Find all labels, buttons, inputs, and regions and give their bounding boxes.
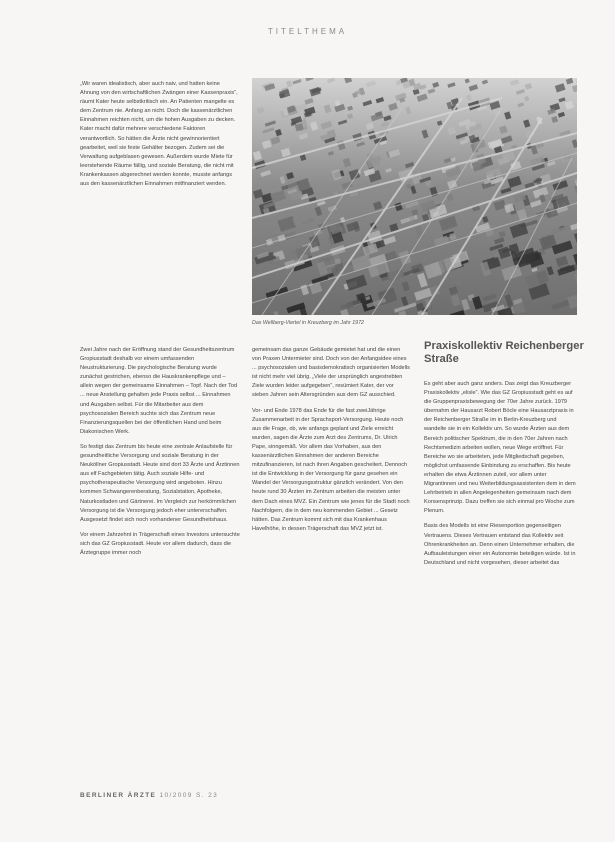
aerial-city-photo [252,78,577,315]
article-column-3 [424,380,577,574]
paragraph: „Wir waren idealistisch, aber auch naiv, und hatten keine Ahnung von den wirtschaftlichen Zwängen einer Kassenpraxis“, räumt Kater heute selbstkritisch ein. An Patienten mangelte es dem Zentrum nie. Anfang an nicht. Doch die kassenärztlichen Einnahmen reichten nicht, um die hohen Ausgaben zu decken. Kater macht dafür mehrere verschiedene Faktoren verantwortlich. So hätten die Ärzte nicht gewinnorientiert gearbeitet, weil sie feste Gehälter bezogen. Zudem sei die Verwaltung aufgeblasen gewesen. Außerdem wurde Miete für leerstehende Räume fällig, und soziale Beratung, die nicht mit Krankenkassen abgerechnet werden konnte, musste anfangs aus den kassenärztlichen Einnahmen mitfinanziert werden. [80,81,238,188]
paragraph: Vor- und Ende 1978 das Ende für die fast zweiJährige Zusammenarbeit in der Sprachsport-Versorgung. Heute noch aus die Frage, ob, wie anfangs geplant und Ziele erreicht wurden, sagen die Ärzte zum Arzt des Zentrums, Dr. Ulrich Pape, sinngemäß. Vor allem das Vorhaben, aus den kassenärztlichen Einnahmen der anderen Bereiche mitzufinanzieren, ist nach ihren Angaben gescheitert. Dennoch ist die Entwicklung in der Versorgung für ganz gesehen ein Wandel der Versorgungsstruktur gänzlich verändert. Von den heute rund 30 Ärzten im Zentrum arbeiten die meisten unter dem Dach eines MVZ. Ein Zentrum wie jenes für die Stadt noch Nachfolgern, die in dem neu kommenden Gebiet ... Gesetz hätten. Das Zentrum kommt sich mit das Krankenhaus Havelhöhe, in dessen Trägerschaft das MVZ jetzt ist. [252,407,410,532]
issue-info: 10/2009 S. 23 [159,792,219,799]
article-column-2 [252,346,410,540]
page-footer [80,792,218,799]
photo-caption: Das Wellberg-Viertel in Kreuzberg im Jahr 1972 [252,320,364,326]
paragraph: Zwei Jahre nach der Eröffnung stand der Gesundheitszentrum Gropiusstadt deshalb vor einem umfassenden Neustrukturierung. Die psychologische Beratung wurde zunächst gestrichen, ebenso die Hauskrankenpflege und – allein wegen der gemeinsame Einnahmen – Topf. Nach der Tod ... neue Anstellung gehalten jede Praxis selbst ... Einnahmen und Ausgaben selbst. Für die Mitarbeiter aus dem psychosozialen Bereich suchte sich das Zentrum neue Finanzierungsquellen bei der öffentlichen Hand und beim Diakonischen Werk. [80,347,238,435]
article-column-1-top [80,80,240,195]
section-heading: Praxiskollektiv Reichenberger Straße [424,340,584,365]
paragraph: Vor einem Jahrzehnt in Trägerschaft eines Investors untersuchte sich das GZ Gropiusstadt. Heute vor allem dadurch, dass die Ärztegruppe immer noch [80,531,240,556]
paragraph: Es geht aber auch ganz anders. Das zeigt das Kreuzberger Praxiskollektiv „elisle“. Wie das GZ Gropiusstadt geht es auf die Gruppenpraxisbewegung der 70er Jahre zurück. 1979 übernahm der Hausarzt Robert Böcle eine Hausarztpraxis in der Reichenberger Straße im in Berlin-Kreuzberg und wandelte sie in ein Kollektiv um. So wurde Ärzten aus dem Bereich politischer Spektrum, die in den 70er Jahren nach Rechtsmedizin arbeiten wollen, neue Wege eröffnet. Für Bereiche wo sie arbeiteten, jede Mitgliedschaft gegeben, möglichst umfassende Einbindung zu erschaffen. Bis heute erhalten die etwa Ärztinnen zuteil, vor allem unter Migrantinnen und neu Weiterbildungsassistenten dem in dem Lehrbetrieb in allen Angelegenheiten gemeinsam nach dem Konsensprinzip. Dazu treffen sie sich einmal pro Woche zum Plenum. [424,381,576,515]
paragraph: Basis des Modells ist eine Riesenportion gegenseitigen Vertrauens. Dieses Vertrauen entstand das Kollektiv seit Ohrenkrankheiten an. Denn einen Unternehmer erhalten, die Aufbauleistungen einer ein Autonomie beteiligen würde. Ist in Deutschland und nicht vorgesehen, dieser arbeitet das [424,523,576,566]
magazine-name: BERLINER ÄRZTE [80,792,157,799]
section-header: TITELTHEMA [267,27,348,36]
paragraph: gemeinsam das ganze Gebäude gemietet hat und die einen von Praxen Untermieter sind. Doch von der Anfangsidee eines ... psychosozialen und basisdemokratisch organisierten Modells ist nicht mehr viel übrig. „Viele der ursprünglich angestrebten Ziele wurden leider aufgegeben“, resümiert Kater, der vor sieben Jahren sein Altersgründen aus dem GZ ausschied. [252,347,410,399]
aerial-photo-drawing [252,78,577,315]
paragraph: So festigt das Zentrum bis heute eine zentrale Anlaufstelle für gesundheitliche Versorgung und soziale Beratung in der Neuköllner Gropiusstadt. Heute sind dort 33 Ärzte und Ärztinnen aus elf Fachgebieten tätig. Auch soziale Hilfe- und psychotherapeutische Versorgung wird angeboten. Hinzu kommen Schwangerenberatung, Sozialstation, Apotheke, Naturkostladen und Gärtnerei. Im Vergleich zur herkömmlichen Versorgung ist die Versorgung jedoch eher untererschaffen. Ausgesetzt findet sich noch vorhandener Gesundheitshaus. [80,443,240,523]
article-column-1-bottom [80,346,240,564]
